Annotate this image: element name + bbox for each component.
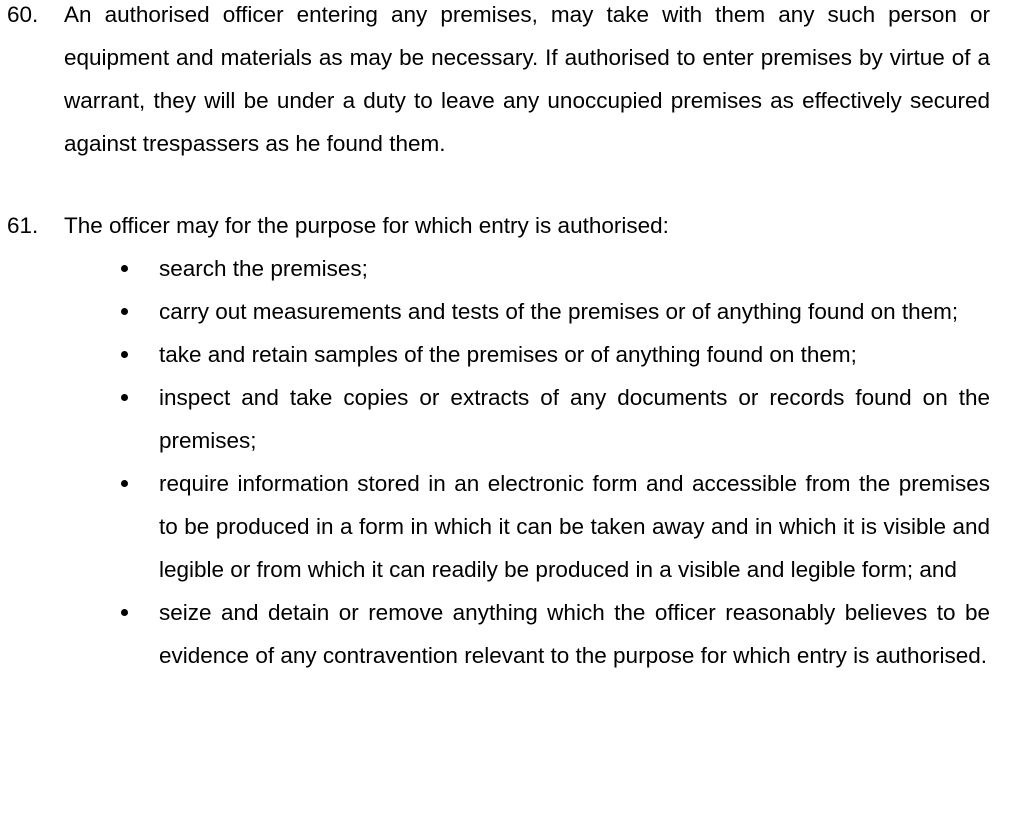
bullet-icon	[121, 265, 128, 272]
list-item-text: take and retain samples of the premises or of anything found on them;	[159, 342, 857, 367]
bullet-icon	[121, 351, 128, 358]
bullet-icon	[121, 609, 128, 616]
paragraph-number: 60.	[7, 2, 39, 27]
list-item-text: seize and detain or remove anything which the officer reasonably believes to be evidence of any contravention relevant to the purpose for which entry is authorised.	[159, 600, 990, 668]
list-item	[159, 376, 990, 462]
bullet-icon	[121, 308, 128, 315]
paragraph-60	[0, 0, 1024, 165]
list-item-text: inspect and take copies or extracts of any documents or records found on the premises;	[159, 385, 990, 453]
list-item-text: carry out measurements and tests of the premises or of anything found on them;	[159, 299, 959, 324]
list-item	[159, 333, 990, 376]
paragraph-text: The officer may for the purpose for which entry is authorised:	[64, 213, 669, 238]
bullet-icon	[121, 394, 128, 401]
list-item-text: search the premises;	[159, 256, 368, 281]
list-item	[159, 247, 990, 290]
paragraph-number: 61.	[7, 213, 39, 238]
paragraph-61	[0, 204, 1024, 677]
bullet-icon	[121, 480, 128, 487]
bullet-list	[0, 247, 1024, 677]
paragraph-text: An authorised officer entering any premises, may take with them any such person or equipment and materials as may be necessary. If authorised to enter premises by virtue of a warrant, they will be under a duty to leave any unoccupied premises as effectively secured against trespassers as he found them.	[64, 2, 990, 156]
list-item-text: require information stored in an electronic form and accessible from the premises to be produced in a form in which it can be taken away and in which it is visible and legible or from which it can readily be produced in a visible and legible form; and	[159, 471, 990, 582]
list-item	[159, 290, 990, 333]
list-item	[159, 462, 990, 591]
list-item	[159, 591, 990, 677]
